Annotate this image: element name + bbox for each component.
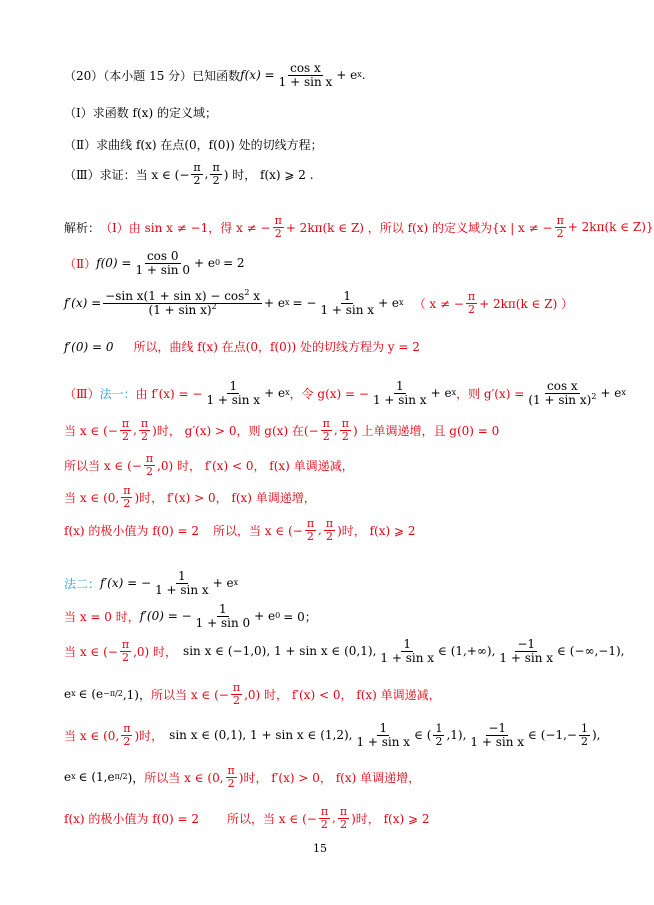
two: 2 — [274, 226, 282, 240]
m6-a: 当 x ∈ (0, — [64, 728, 120, 743]
l3-d: + e — [378, 296, 400, 311]
m6-c: sin x ∈ (0,1), 1 + sin x ∈ (1,2), — [169, 728, 353, 743]
frac-cos0 — [133, 250, 192, 276]
l2-num: cos 0 — [146, 249, 179, 263]
frac-pi-2 — [340, 418, 351, 442]
l4-a: f′(0) = 0 — [64, 339, 114, 354]
pi: π — [232, 681, 241, 694]
l9-a: f(x) 的极小值为 f(0) = 2 — [64, 523, 199, 538]
two: 2 — [193, 173, 201, 187]
l3-num-tail: x — [249, 289, 260, 303]
den: 1 + sin x — [372, 392, 427, 407]
l5-d: ，令 g(x) = − — [289, 386, 369, 401]
one: 1 — [580, 722, 588, 736]
frac-1-over — [204, 380, 262, 406]
l3-den2: 1 + sin x — [320, 302, 375, 317]
frac-pi-2 — [121, 485, 132, 509]
neg-one: −1 — [488, 721, 507, 735]
l5-num: cos x — [547, 379, 578, 393]
m7-a: e — [64, 770, 72, 785]
question-2 — [64, 136, 323, 153]
m6-g: ), — [591, 728, 601, 743]
two: 2 — [339, 817, 347, 831]
pi: π — [227, 764, 235, 777]
m7-c: )， — [127, 770, 145, 785]
l5-b: 由 f′(x) = − — [135, 386, 203, 401]
method-2-line-3 — [64, 638, 624, 664]
m5-c: ,1)， — [122, 687, 151, 702]
comma: , — [204, 167, 209, 182]
m6-d: ∈ ( — [414, 728, 432, 743]
m3-a: 当 x = 0 时， — [64, 609, 140, 624]
q1-text: （Ⅰ）求函数 f(x) 的定义域； — [64, 106, 217, 120]
one: 1 — [395, 379, 404, 393]
l3-b: + e — [264, 296, 285, 311]
frac-pi-2 — [226, 765, 237, 789]
frac-cos-over-sq — [526, 380, 598, 406]
solution-part-1 — [64, 215, 654, 239]
frac-pi-2 — [121, 723, 132, 747]
func-den: 1 + sin x — [278, 74, 333, 89]
m7-e: )时， f′(x) > 0， f(x) 单调递增， — [238, 770, 421, 785]
method-1-conclusion — [64, 518, 416, 542]
l7-a: 所以当 x ∈ (− — [64, 458, 142, 473]
l1-b: + 2kπ(k ∈ Z) ，所以 f(x) 的定义域为{x | x ≠ − — [285, 220, 553, 235]
pi: π — [325, 517, 334, 530]
two: 2 — [320, 817, 328, 831]
m4-d: ∈ (1,+∞), — [438, 644, 496, 659]
m8-c: )时， f(x) ⩾ 2 — [351, 811, 430, 826]
l5-a: （Ⅲ） — [64, 386, 100, 401]
two: 2 — [556, 226, 564, 240]
func-tail: + e — [336, 68, 358, 83]
pi: π — [123, 722, 131, 736]
frac-pi-2 — [466, 291, 477, 315]
m3-d: = 0； — [283, 609, 317, 624]
solution-part-2: （Ⅱ） f(0) = $\frac{\cos 0}{1 + \sin 0}$ + e 0 = 2 — [64, 249, 245, 277]
func-lhs: f(x) = — [240, 68, 275, 83]
two: 2 — [580, 734, 588, 748]
two: 2 — [325, 529, 333, 543]
frac-pi-2 — [338, 806, 349, 830]
l8-a: 当 x ∈ (0, — [64, 490, 120, 505]
l5-f: ，则 g′(x) = — [456, 386, 525, 401]
two: 2 — [121, 429, 129, 443]
m5-d: 所以当 x ∈ (− — [151, 687, 229, 702]
m5-e: ,0) 时， f′(x) < 0， f(x) 单调递减， — [244, 687, 441, 702]
frac-pi-2 — [319, 806, 330, 830]
l9-c: )时， f(x) ⩾ 2 — [337, 523, 416, 538]
den: 1 + sin x — [155, 582, 209, 597]
frac-derivative — [103, 290, 262, 316]
den: 1 + sin x — [499, 650, 554, 665]
m4-e: ∈ (−∞,−1), — [557, 644, 625, 659]
method-1-line-1: （Ⅲ） 法一： 由 f′(x) = − $\frac{1}{\text{1 + sin x}}$ + e x ，令 g(x) = − $\frac{1}{\text{1 + sin x}}$ + e x ，则 g′(x) = $\frac{\text{cos x}}{(1 + \sin x)^2}$ + e x — [64, 379, 626, 407]
l2-a: （Ⅱ） — [64, 256, 97, 271]
frac-pi-2 — [231, 682, 242, 706]
l2-den: 1 + sin 0 — [135, 262, 190, 277]
m5-b: ∈ (e — [78, 687, 104, 702]
frac-neg1-over — [497, 638, 555, 664]
l5-c: + e — [264, 386, 286, 401]
frac-1-2 — [433, 723, 444, 747]
method-1-label: 法一： — [99, 386, 136, 401]
l6-a: 当 x ∈ (− — [64, 423, 118, 438]
l3-num — [103, 290, 262, 304]
l3-e: （ x ≠ − — [413, 296, 464, 311]
method-1-line-2 — [64, 418, 499, 442]
pi: π — [306, 517, 315, 530]
q3-a: （Ⅲ）求证：当 x ∈ (− — [64, 167, 190, 182]
pi: π — [467, 290, 476, 304]
pi: π — [140, 417, 149, 430]
l1-c: + 2kπ(k ∈ Z)} — [567, 220, 654, 235]
derivative-line: f′(x) = $\frac{-\sin x(1 + \sin x) - \cos^2 x}{(1 + \sin x)^2}$ + e x = − $\frac{1}{\text{1 + sin x}}$ + e x （ x ≠ − $\frac{\pi}{2}$ + 2kπ(k ∈ Z) ） — [64, 288, 574, 317]
method-1-line-4 — [64, 485, 316, 509]
pi: π — [556, 214, 564, 227]
method-2-label: 法二： — [64, 576, 101, 591]
two: 2 — [435, 734, 443, 748]
method-2-conclusion — [64, 806, 430, 830]
question-1 — [64, 104, 217, 121]
m3-den: 1 + sin 0 — [195, 615, 251, 630]
frac-pi-2 — [555, 215, 566, 239]
method-2-line-6: e x ∈ (1,e π/2 )， 所以当 x ∈ (0, $\frac{\pi}{2}$ )时， f′(x) > 0， f(x) 单调递增， — [64, 764, 421, 790]
pi: π — [193, 161, 201, 174]
one: 1 — [379, 721, 388, 735]
l5-den — [526, 391, 598, 407]
m6-b: )时， — [134, 728, 164, 743]
den: 1 + sin x — [380, 650, 435, 665]
two: 2 — [212, 173, 220, 187]
problem-statement: （20）（本小题 15 分）已知函数 f(x) = $\frac{\text{cos x}}{\text{1 + sin x}}$ + e x . — [64, 61, 366, 89]
one: 1 — [229, 379, 238, 393]
frac-neg1-over — [468, 722, 526, 748]
den: 1 + sin x — [356, 734, 411, 749]
question-3 — [64, 162, 314, 186]
two: 2 — [141, 429, 149, 443]
tangent-line — [64, 338, 420, 355]
m6-f: ∈ (−1,− — [528, 728, 577, 743]
l3-f: + 2kπ(k ∈ Z) ） — [479, 296, 574, 311]
l8-b: )时， f′(x) > 0， f(x) 单调递增， — [134, 490, 316, 505]
m3-b: f′(0) = − — [139, 609, 192, 624]
q3-b: ) 时， f(x) ⩾ 2 . — [223, 167, 314, 182]
comma: , — [318, 523, 322, 538]
method-1-line-3 — [64, 453, 354, 477]
l3-den — [147, 301, 219, 317]
l6-c: ) 上单调递增，且 g(0) = 0 — [352, 423, 500, 438]
frac-pi-2 — [120, 418, 131, 442]
q2-text: （Ⅱ）求曲线 f(x) 在点(0，f(0)) 处的切线方程； — [64, 138, 323, 152]
frac-pi-2 — [324, 518, 335, 542]
pi: π — [145, 452, 154, 465]
m4-b: ,0) 时， — [133, 644, 178, 659]
func-fraction — [277, 62, 335, 88]
l3-c: = − — [292, 296, 317, 311]
frac-pi-2 — [120, 639, 131, 663]
two: 2 — [121, 650, 129, 664]
m2-a: f′(x) = − — [100, 576, 152, 591]
pi: π — [121, 417, 130, 430]
frac-1-over — [354, 722, 412, 748]
page-number: 15 — [313, 842, 327, 855]
m7-d: 所以当 x ∈ (0, — [144, 770, 224, 785]
frac-pi-2 — [273, 215, 284, 239]
exp-2: 2 — [591, 391, 597, 401]
two: 2 — [341, 429, 349, 443]
comma: , — [133, 423, 137, 438]
exp-2: 2 — [244, 288, 250, 297]
l9-b: 所以，当 x ∈ (− — [212, 523, 303, 538]
one: 1 — [219, 602, 227, 616]
two: 2 — [227, 776, 235, 790]
m3-c: + e — [254, 609, 276, 624]
two: 2 — [322, 429, 330, 443]
l3-num-text: −sin x(1 + sin x) − cos — [105, 289, 245, 303]
frac-1-2 — [579, 723, 590, 747]
den: 1 + sin x — [206, 392, 261, 407]
m6-e: ,1), — [446, 728, 467, 743]
solution-label: 解析： — [64, 220, 101, 235]
m2-b: + e — [212, 576, 234, 591]
l7-b: ,0) 时， f′(x) < 0， f(x) 单调递减， — [157, 458, 354, 473]
method-2-line-4: e x ∈ (e −π/2 ,1)， 所以当 x ∈ (− $\frac{\pi}{2}$ ,0) 时， f′(x) < 0， f(x) 单调递减， — [64, 681, 441, 707]
frac-pi-2 — [144, 453, 155, 477]
pi: π — [341, 417, 349, 430]
method-2-line-1: 法二： f′(x) = − $\frac{1}{\text{1 + sin x}}$ + e x — [64, 569, 239, 597]
m4-a: 当 x ∈ (− — [64, 644, 118, 659]
l5-den-text: (1 + sin x) — [528, 392, 592, 407]
comma: , — [332, 811, 336, 826]
frac-1-over — [371, 380, 429, 406]
frac-pi-2 — [210, 162, 221, 186]
pi: π — [123, 484, 131, 497]
pi: π — [212, 161, 220, 174]
frac-pi-2 — [139, 418, 150, 442]
l6-b: )时， g′(x) > 0，则 g(x) 在(− — [152, 423, 319, 438]
m4-c: sin x ∈ (−1,0), 1 + sin x ∈ (0,1), — [183, 644, 377, 659]
exp-2: 2 — [211, 301, 217, 311]
m7-b: ∈ (1,e — [78, 770, 115, 785]
pi: π — [274, 214, 282, 227]
frac-1-over — [318, 290, 376, 316]
frac-pi-2 — [305, 518, 316, 542]
problem-header: （20）（本小题 15 分）已知函数 — [64, 68, 241, 83]
m5-a: e — [64, 687, 72, 702]
l2-d: = 2 — [223, 256, 245, 271]
frac-1-over — [378, 638, 436, 664]
l4-b: 所以，曲线 f(x) 在点(0，f(0)) 处的切线方程为 y = 2 — [133, 340, 420, 354]
pi: π — [121, 638, 130, 652]
m8-a: f(x) 的极小值为 f(0) = 2 — [64, 811, 199, 826]
frac-1-over-sin0 — [194, 603, 253, 629]
pi: π — [322, 417, 330, 430]
one: 1 — [403, 637, 412, 651]
den: 1 + sin x — [470, 734, 525, 749]
func-num: cos x — [290, 61, 321, 75]
l2-b: f(0) = — [96, 256, 132, 271]
method-2-line-2: 当 x = 0 时， f′(0) = − $\frac{1}{1 + \sin 0}$ + e 0 = 0； — [64, 602, 317, 630]
frac-1-over — [153, 570, 211, 596]
frac-pi-2 — [321, 418, 332, 442]
one: 1 — [435, 722, 443, 736]
frac-pi-2 — [191, 162, 202, 186]
two: 2 — [232, 693, 240, 707]
one: 1 — [343, 289, 352, 303]
neg-one: −1 — [517, 637, 536, 651]
two: 2 — [145, 464, 153, 478]
two: 2 — [468, 302, 475, 316]
comma: , — [333, 423, 338, 438]
l2-c: + e — [193, 256, 215, 271]
method-2-line-5 — [64, 722, 600, 748]
two: 2 — [123, 734, 131, 748]
m8-b: 所以，当 x ∈ (− — [226, 811, 317, 826]
pi: π — [320, 805, 329, 818]
one: 1 — [178, 569, 186, 583]
two: 2 — [306, 529, 314, 543]
l5-e: + e — [430, 386, 452, 401]
l5-g: + e — [600, 386, 622, 401]
l1-a: （Ⅰ）由 sin x ≠ −1，得 x ≠ − — [100, 220, 271, 235]
pi: π — [339, 805, 348, 818]
l3-den-text: (1 + sin x) — [148, 302, 212, 317]
l3-a: f′(x) = — [64, 296, 102, 311]
func-period: . — [361, 68, 366, 83]
two: 2 — [123, 496, 131, 510]
